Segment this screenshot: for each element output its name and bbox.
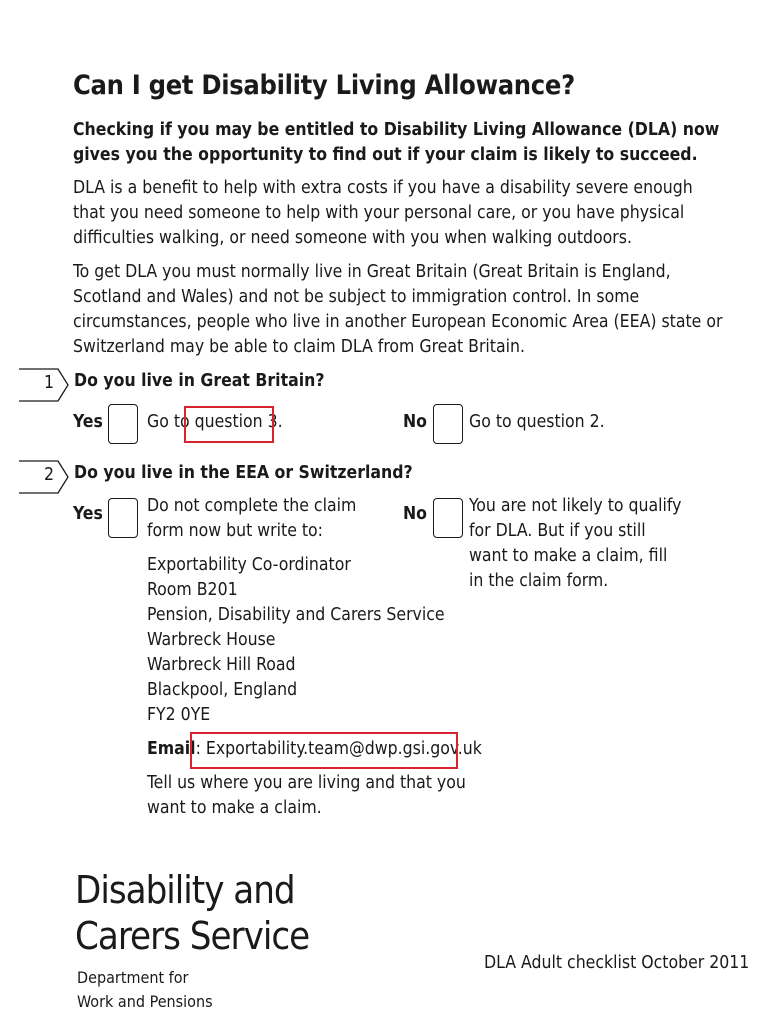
description-paragraph: DLA is a benefit to help with extra costs if you have a disability severe enough that you need someone to help with your personal care, or you have physical difficulties walking, or need someone with you when walking outdoors. [73, 178, 693, 248]
q2-yes-label: Yes [73, 504, 103, 524]
page-title: Can I get Disability Living Allowance? [73, 70, 575, 101]
tell-us-instruction: Tell us where you are living and that you want to make a claim. [147, 773, 466, 818]
email-label: Email [147, 739, 196, 759]
question-1-number: 1 [44, 373, 55, 393]
question-2-text: Do you live in the EEA or Switzerland? [74, 463, 413, 483]
address-line: Exportability Co-ordinator [147, 555, 351, 575]
q1-yes-instruction [147, 410, 283, 435]
address-line: Room B201 [147, 580, 238, 600]
q1-no-checkbox[interactable] [433, 404, 463, 444]
email-row [147, 737, 482, 762]
q1-yes-go-to: Go to [147, 412, 190, 432]
department-name [77, 966, 213, 1014]
logo-line-2: Carers Service [75, 914, 310, 958]
email-separator: : [195, 739, 201, 759]
logo-line-1: Disability and [75, 868, 295, 912]
question-2-number: 2 [44, 465, 55, 485]
address-line: Pension, Disability and Carers Service [147, 605, 445, 625]
q2-no-label: No [403, 504, 427, 524]
q2-yes-instruction: Do not complete the claim form now but write to: [147, 496, 357, 541]
question-3-link[interactable]: question 3. [194, 412, 283, 432]
q2-yes-checkbox[interactable] [108, 498, 138, 538]
q1-yes-checkbox[interactable] [108, 404, 138, 444]
q1-yes-label: Yes [73, 412, 103, 432]
q2-no-instruction: You are not likely to qualify for DLA. But if you still want to make a claim, fill in the claim form. [469, 496, 682, 591]
q2-no-checkbox[interactable] [433, 498, 463, 538]
email-link[interactable]: Exportability.team@dwp.gsi.gov.uk [205, 739, 482, 759]
q1-no-instruction: Go to question 2. [469, 412, 605, 432]
department-line-2: Work and Pensions [77, 992, 213, 1011]
question-2-number-marker [18, 460, 70, 494]
address-line: Warbreck House [147, 630, 276, 650]
document-reference: DLA Adult checklist October 2011 [484, 953, 750, 973]
department-line-1: Department for [77, 968, 189, 987]
question-1-number-marker [18, 368, 70, 402]
service-logo [75, 867, 309, 959]
q1-no-label: No [403, 412, 427, 432]
eligibility-paragraph: To get DLA you must normally live in Great Britain (Great Britain is England, Scotland and Wales) and not be subject to immigration control. In some circumstances, people who live in another European Economic Area (EEA) state or Switzerland may be able to claim DLA from Great Britain. [73, 262, 723, 357]
intro-summary: Checking if you may be entitled to Disability Living Allowance (DLA) now gives you the opportunity to find out if your claim is likely to succeed. [73, 120, 720, 165]
address-line: FY2 0YE [147, 705, 211, 725]
postal-address [147, 553, 445, 728]
address-line: Blackpool, England [147, 680, 298, 700]
question-1-text: Do you live in Great Britain? [74, 371, 325, 391]
address-line: Warbreck Hill Road [147, 655, 296, 675]
